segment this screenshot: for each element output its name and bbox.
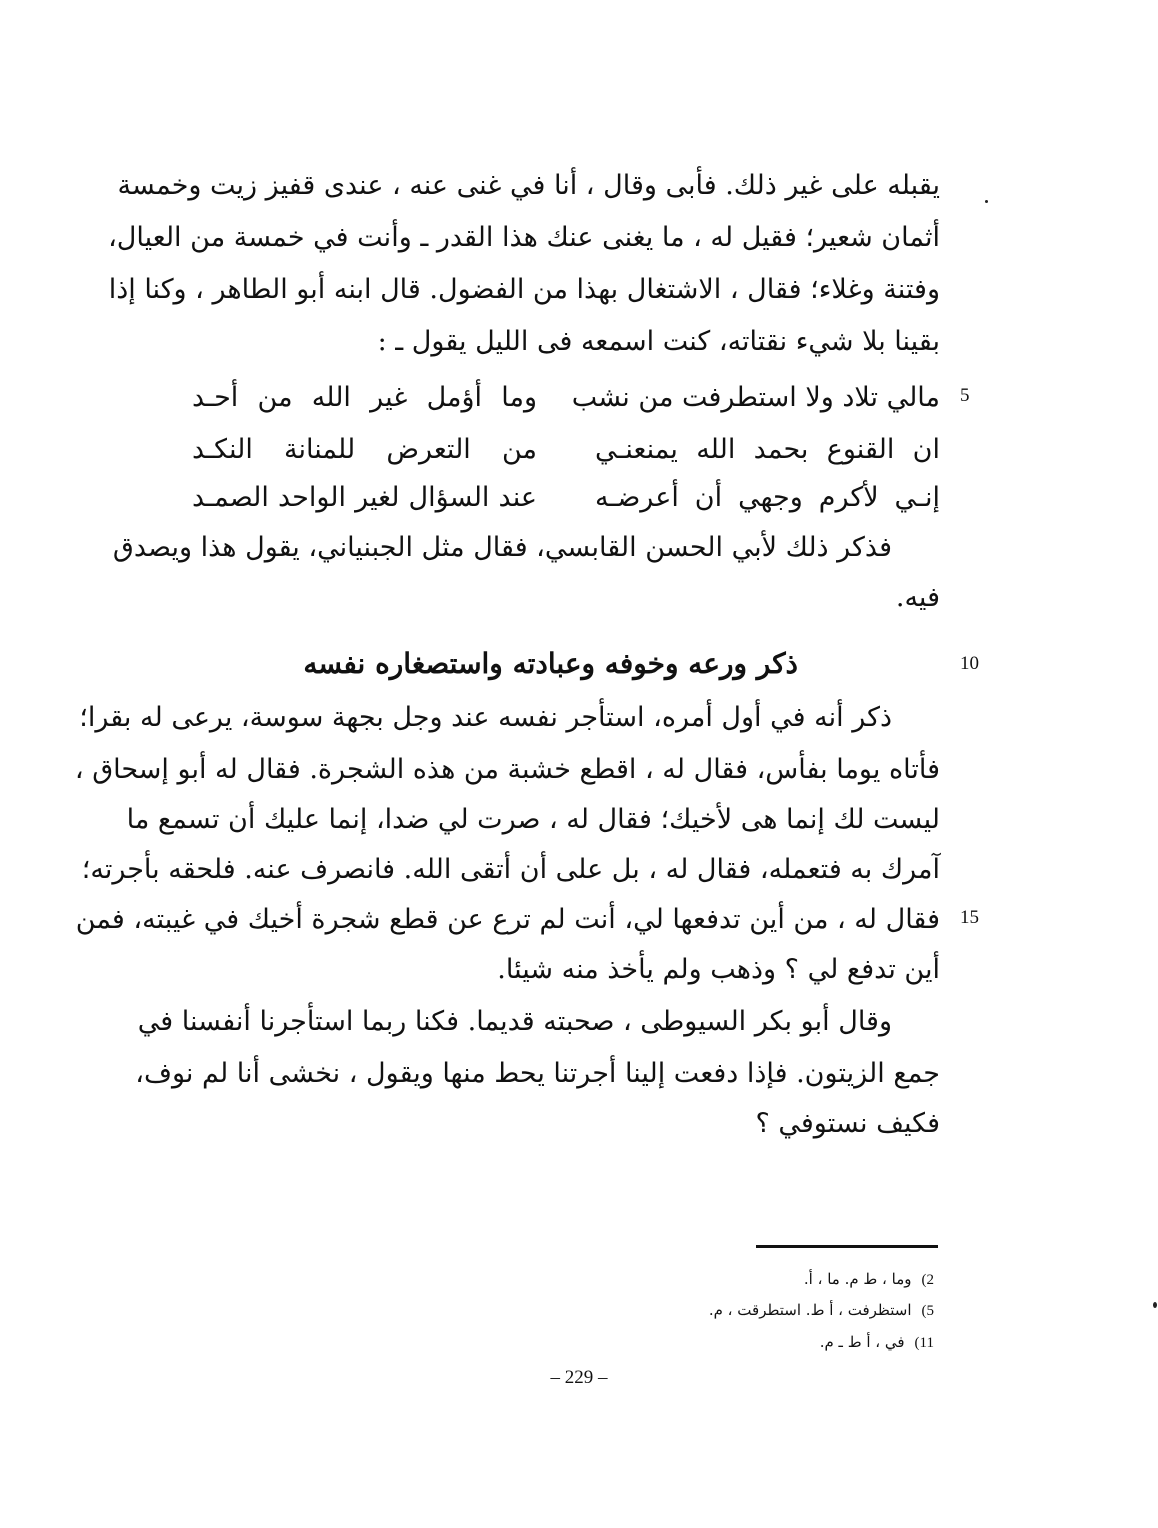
text-line: ذكر أنه في أول أمره، استأجر نفسه عند وجل بجهة سوسة، يرعى له بقرا؛ (79, 702, 892, 733)
footnote-number: 2) (921, 1272, 934, 1288)
verse-first-hemistich: ان القنوع بحمد الله يمنعنـي (595, 434, 940, 465)
footnote-separator (756, 1245, 938, 1248)
text-line: فذكر ذلك لأبي الحسن القابسي، فقال مثل الجبنياني، يقول هذا ويصدق (112, 532, 892, 563)
footnote-number: 11) (914, 1335, 934, 1351)
text-line: أين تدفع لي ؟ وذهب ولم يأخذ منه شيئا. (497, 954, 940, 985)
footnote-text: استظرفت ، أ ط. استطرقت ، م. (708, 1301, 912, 1319)
text-line: فقال له ، من أين تدفعها لي، أنت لم ترع عن قطع شجرة أخيك في غيبته، فمن (75, 904, 940, 935)
footnote-number: 5) (921, 1303, 934, 1319)
poem-verse (192, 430, 940, 470)
text-line: بقينا بلا شيء نقتاته، كنت اسمعه فى الليل يقول ـ : (377, 326, 940, 357)
page-number: – 229 – (550, 1367, 608, 1388)
section-heading: ذكر ورعه وخوفه وعبادته واستصغاره نفسه (303, 647, 798, 680)
text-line: يقبله على غير ذلك. فأبى وقال ، أنا في غنى عنه ، عندى قفيز زيت وخمسة (117, 170, 940, 201)
line-number: 10 (960, 653, 979, 674)
verse-first-hemistich: إنـي لأكرم وجهي أن أعرضـه (595, 482, 940, 513)
text-line: جمع الزيتون. فإذا دفعت إلينا أجرتنا يحط منها ويقول ، نخشى أنا لم نوف، (135, 1058, 940, 1089)
poem-verse (192, 478, 940, 518)
text-line: فأتاه يوما بفأس، فقال له ، اقطع خشبة من هذه الشجرة. فقال له أبو إسحاق ، (74, 754, 940, 785)
scan-speck (985, 200, 988, 203)
text-line: فيه. (895, 582, 940, 613)
text-line: آمرك به فتعمله، فقال له ، بل على أن أتقى الله. فانصرف عنه. فلحقه بأجرته؛ (81, 854, 940, 885)
footnote (804, 1269, 934, 1290)
poem-verse (192, 378, 940, 418)
line-number: 5 (960, 385, 970, 406)
text-line: فكيف نستوفي ؟ (755, 1108, 940, 1139)
footnote-text: في ، أ ط ـ م. (819, 1333, 905, 1351)
text-line: وقال أبو بكر السيوطى ، صحبته قديما. فكنا ربما استأجرنا أنفسنا في (137, 1006, 892, 1037)
text-line: وفتنة وغلاء؛ فقال ، الاشتغال بهذا من الفضول. قال ابنه أبو الطاهر ، وكنا إذا (108, 274, 940, 305)
text-line: ليست لك إنما هى لأخيك؛ فقال له ، صرت لي ضدا، إنما عليك أن تسمع ما (126, 804, 940, 835)
footnote-text: وما ، ط م. ما ، أ. (803, 1270, 912, 1288)
verse-first-hemistich: مالي تلاد ولا استطرفت من نشب (571, 382, 940, 413)
footnote (820, 1332, 934, 1353)
footnote (709, 1300, 934, 1321)
verse-second-hemistich: وما أؤمل غير الله من أحـد (192, 382, 537, 413)
line-number: 15 (960, 907, 979, 928)
verse-second-hemistich: من التعرض للمنانة النكـد (192, 434, 537, 465)
text-line: أثمان شعير؛ فقيل له ، ما يغنى عنك هذا القدر ـ وأنت في خمسة من العيال، (108, 222, 940, 253)
scan-speck (1153, 1302, 1157, 1308)
verse-second-hemistich: عند السؤال لغير الواحد الصمـد (192, 482, 537, 513)
